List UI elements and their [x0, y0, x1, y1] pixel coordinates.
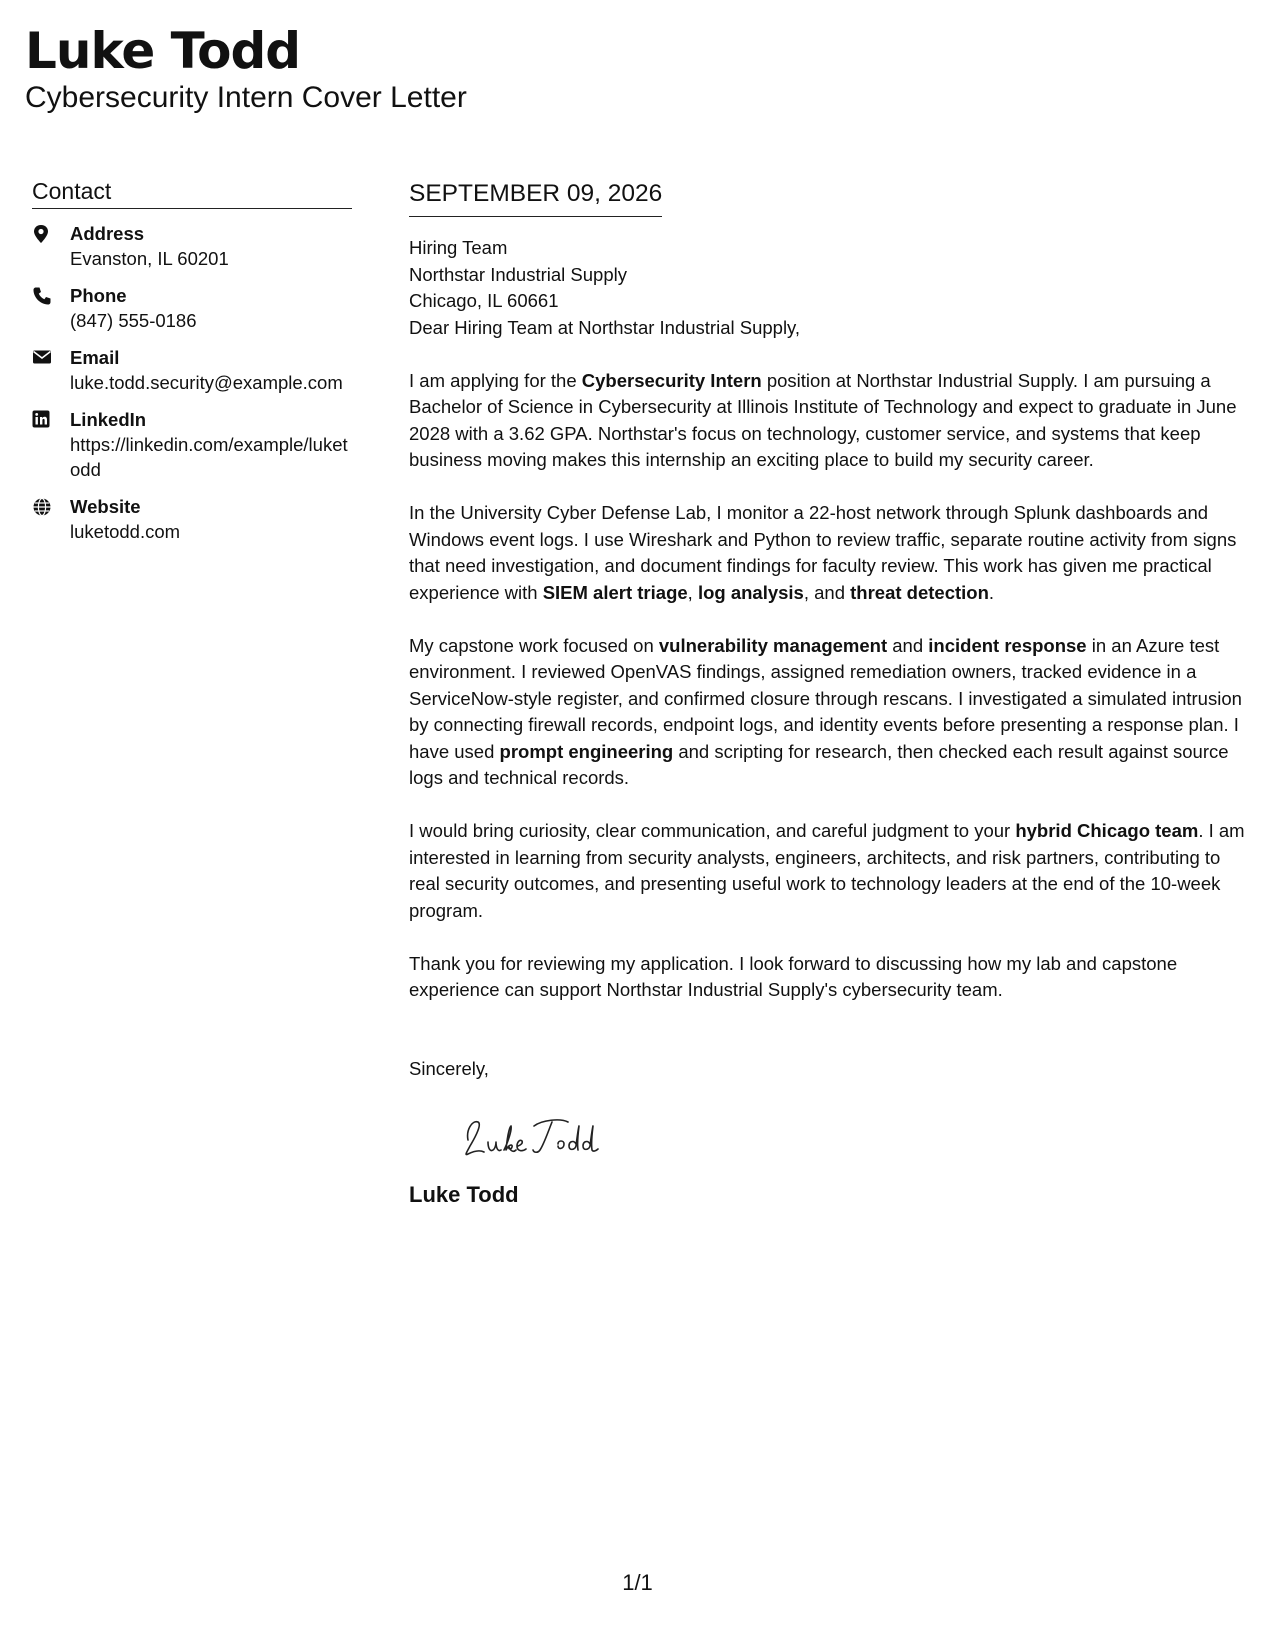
linkedin-icon [32, 407, 70, 482]
map-pin-icon [32, 221, 70, 271]
paragraph-intro: I am applying for the Cybersecurity Intern position at Northstar Industrial Supply. I am pursuing a Bachelor of Science in Cybersecurity at Illinois Institute of Technology and expect to graduate in June 2028 with a 3.62 GPA. Northstar's focus on technology, customer service, and systems that keep business moving makes this internship an exciting place to build my security career. [409, 369, 1237, 470]
envelope-icon [32, 345, 70, 395]
emphasis: incident response [928, 634, 1087, 656]
emphasis: vulnerability management [658, 634, 888, 656]
emphasis: Cybersecurity Intern [581, 369, 762, 391]
contact-label: Address [70, 223, 145, 244]
emphasis: prompt engineering [499, 740, 674, 762]
paragraph-closing: Thank you for reviewing my application. I look forward to discussing how my lab and capstone experience can support Northstar Industrial Supply's cybersecurity team. [409, 952, 1178, 1000]
signer-name: Luke Todd [409, 1182, 519, 1207]
document-subtitle: Cybersecurity Intern Cover Letter [25, 81, 467, 114]
contact-value: luketodd.com [70, 521, 181, 542]
contact-email [32, 345, 352, 395]
recipient-line: Northstar Industrial Supply [409, 263, 627, 285]
contact-label: LinkedIn [70, 409, 147, 430]
emphasis: SIEM alert triage [542, 581, 688, 603]
recipient-line: Hiring Team [409, 237, 508, 258]
recipient-block [409, 235, 1254, 315]
contact-phone [32, 283, 352, 333]
contact-label: Email [70, 347, 120, 368]
contact-value: (847) 555-0186 [70, 310, 197, 331]
handwritten-signature [454, 1106, 1254, 1166]
contact-heading: Contact [32, 176, 352, 209]
contact-value: luke.todd.security@example.com [70, 372, 343, 393]
paragraph-lab-experience: In the University Cyber Defense Lab, I monitor a 22-host network through Splunk dashboards and Windows event logs. I use Wireshark and Python to review traffic, separate routine activity from signs that need investigation, and document findings for faculty review. This work has given me practical experience with SIEM alert triage, log analysis, and threat detection. [409, 502, 1237, 603]
globe-icon [32, 494, 70, 544]
contact-label: Website [70, 496, 141, 517]
signoff: Sincerely, [409, 1057, 489, 1079]
contact-website [32, 494, 352, 544]
contact-sidebar [32, 176, 352, 544]
letter-date: SEPTEMBER 09, 2026 [409, 178, 662, 217]
contact-value: Evanston, IL 60201 [70, 248, 229, 269]
phone-icon [32, 283, 70, 333]
emphasis: hybrid Chicago team [1015, 820, 1199, 841]
page-number: 1/1 [622, 1570, 653, 1595]
recipient-line: Chicago, IL 60661 [409, 290, 559, 311]
contact-linkedin [32, 407, 352, 482]
applicant-name: Luke Todd [25, 22, 301, 80]
paragraph-team-fit: I would bring curiosity, clear communication, and careful judgment to your hybrid Chicago team. I am interested in learning from security analysts, engineers, architects, and risk partners, contributing to real security outcomes, and presenting useful work to technology leaders at the end of the 10-week program. [409, 820, 1245, 921]
header [25, 22, 467, 116]
emphasis: log analysis [697, 581, 804, 603]
contact-label: Phone [70, 285, 127, 306]
emphasis: threat detection [850, 581, 989, 603]
salutation: Dear Hiring Team at Northstar Industrial Supply, [409, 316, 801, 338]
contact-value: https://linkedin.com/example/luketodd [70, 434, 348, 480]
letter-body [409, 178, 1254, 1210]
contact-address [32, 221, 352, 271]
paragraph-capstone: My capstone work focused on vulnerability management and incident response in an Azure test environment. I reviewed OpenVAS findings, assigned remediation owners, tracked evidence in a ServiceNow-style register, and confirmed closure through rescans. I investigated a simulated intrusion by connecting firewall records, endpoint logs, and identity events before presenting a response plan. I have used prompt engineering and scripting for research, then checked each result against source logs and technical records. [409, 634, 1242, 788]
